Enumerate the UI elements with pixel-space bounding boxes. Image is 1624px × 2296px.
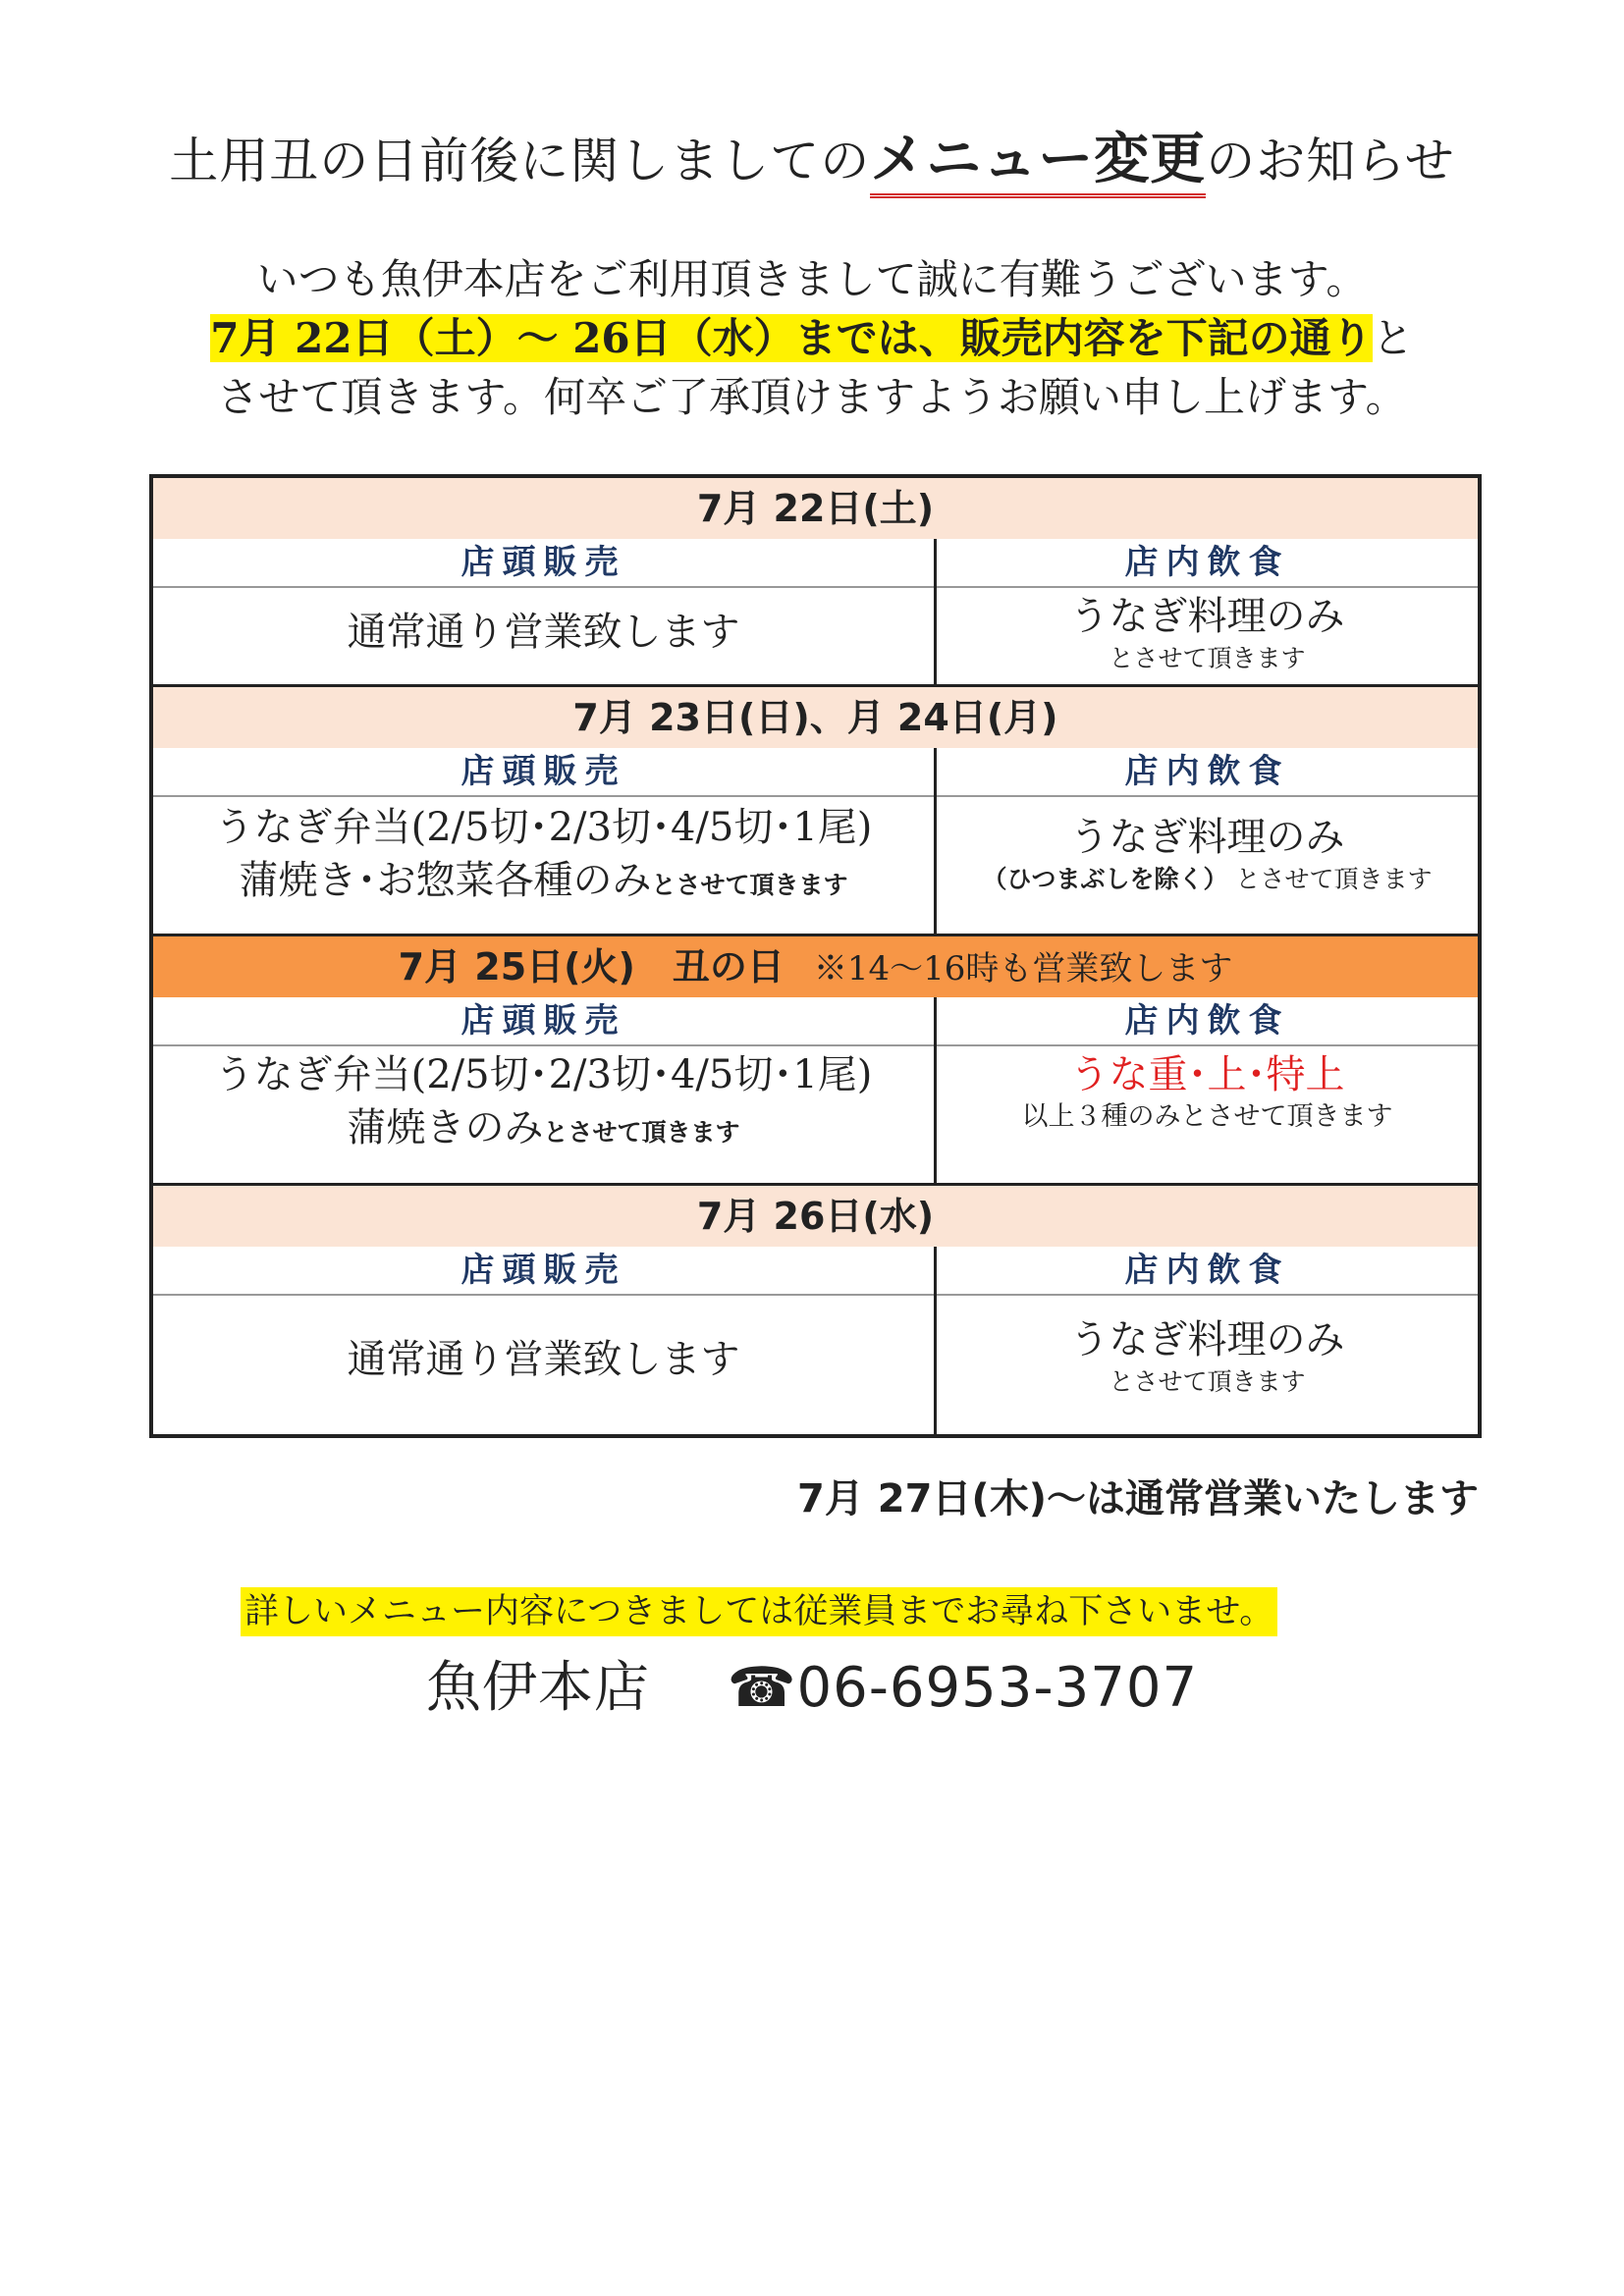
dinein-main: うなぎ料理のみ xyxy=(1069,815,1345,860)
phone-number xyxy=(728,1656,1198,1720)
schedule-day xyxy=(153,687,1478,936)
takeout-cell xyxy=(153,539,937,684)
intro-line-2 xyxy=(147,309,1477,368)
intro-paragraph xyxy=(147,250,1477,427)
dinein-header: 店内飲食 xyxy=(937,539,1478,588)
title-emphasis: メニュー変更 xyxy=(870,127,1206,198)
dinein-sub: とさせて頂きます xyxy=(1109,1367,1306,1396)
dinein-cell xyxy=(937,539,1478,684)
takeout-suffix: とさせて頂きます xyxy=(651,871,848,899)
shop-name: 魚伊本店 xyxy=(425,1656,650,1720)
day-header-date: 7月 25日(火) 丑の日 xyxy=(398,945,785,988)
takeout-cell xyxy=(153,1247,937,1436)
takeout-header: 店頭販売 xyxy=(153,1247,934,1296)
takeout-line-2 xyxy=(153,1101,934,1159)
dinein-main: うなぎ料理のみ xyxy=(1069,1317,1345,1362)
dinein-cell xyxy=(937,748,1478,934)
day-header: 7月 23日(日)、月 24日(月) xyxy=(153,687,1478,748)
dinein-sub: とさせて頂きます xyxy=(1109,644,1306,672)
schedule-table xyxy=(149,474,1482,1438)
dinein-cell xyxy=(937,1247,1478,1436)
takeout-text: 通常通り営業致します xyxy=(347,1337,740,1382)
day-header: 7月 22日(土) xyxy=(153,478,1478,539)
shop-contact xyxy=(0,1644,1624,1723)
inquiry-note: 詳しいメニュー内容につきましては従業員までお尋ね下さいませ。 xyxy=(241,1587,1277,1636)
day-header xyxy=(153,936,1478,997)
phone-text: 06-6953-3707 xyxy=(796,1656,1199,1720)
title-suffix: のお知らせ xyxy=(1206,133,1455,189)
takeout-suffix: とさせて頂きます xyxy=(543,1118,740,1147)
dinein-header: 店内飲食 xyxy=(937,1247,1478,1296)
intro-highlight: 7月 22日（土）～ 26日（水）までは、販売内容を下記の通り xyxy=(210,314,1373,362)
takeout-header: 店頭販売 xyxy=(153,997,934,1046)
title-prefix: 土用丑の日前後に関しましての xyxy=(169,133,871,189)
page-title xyxy=(0,116,1624,194)
takeout-text: 通常通り営業致します xyxy=(347,610,740,655)
normal-hours-note: 7月 27日(木)～は通常営業いたします xyxy=(797,1476,1479,1522)
dinein-header: 店内飲食 xyxy=(937,748,1478,797)
takeout-line-1: うなぎ弁当(2/5切･2/3切･4/5切･1尾) xyxy=(214,805,873,850)
dinein-main: うな重･上･特上 xyxy=(1069,1052,1345,1097)
day-header: 7月 26日(水) xyxy=(153,1186,1478,1247)
phone-icon: ☎ xyxy=(727,1656,797,1720)
takeout-line-2 xyxy=(153,854,934,912)
intro-line-1: いつも魚伊本店をご利用頂きまして誠に有難うございます。 xyxy=(256,255,1368,303)
dinein-sub: 以上３種のみとさせて頂きます xyxy=(1021,1101,1393,1132)
schedule-day xyxy=(153,478,1478,687)
takeout-items: 蒲焼きのみ xyxy=(347,1105,544,1150)
dinein-sub-text: とさせて頂きます xyxy=(1235,865,1433,893)
takeout-line-1: うなぎ弁当(2/5切･2/3切･4/5切･1尾) xyxy=(214,1052,873,1097)
schedule-day xyxy=(153,1186,1478,1436)
dinein-exclusion: （ひつまぶしを除く） xyxy=(982,865,1228,893)
day-header-note: ※14～16時も営業致します xyxy=(813,949,1233,988)
dinein-main: うなぎ料理のみ xyxy=(1069,594,1345,639)
schedule-day xyxy=(153,936,1478,1186)
dinein-header: 店内飲食 xyxy=(937,997,1478,1046)
takeout-header: 店頭販売 xyxy=(153,539,934,588)
intro-line-2-rest: と xyxy=(1372,314,1414,362)
takeout-cell xyxy=(153,997,937,1183)
takeout-header: 店頭販売 xyxy=(153,748,934,797)
dinein-sub xyxy=(937,864,1478,895)
takeout-items: 蒲焼き･お惣菜各種のみ xyxy=(239,858,652,903)
dinein-cell xyxy=(937,997,1478,1183)
takeout-cell xyxy=(153,748,937,934)
intro-line-3: させて頂きます。何卒ご了承頂けますようお願い申し上げます。 xyxy=(217,373,1407,421)
